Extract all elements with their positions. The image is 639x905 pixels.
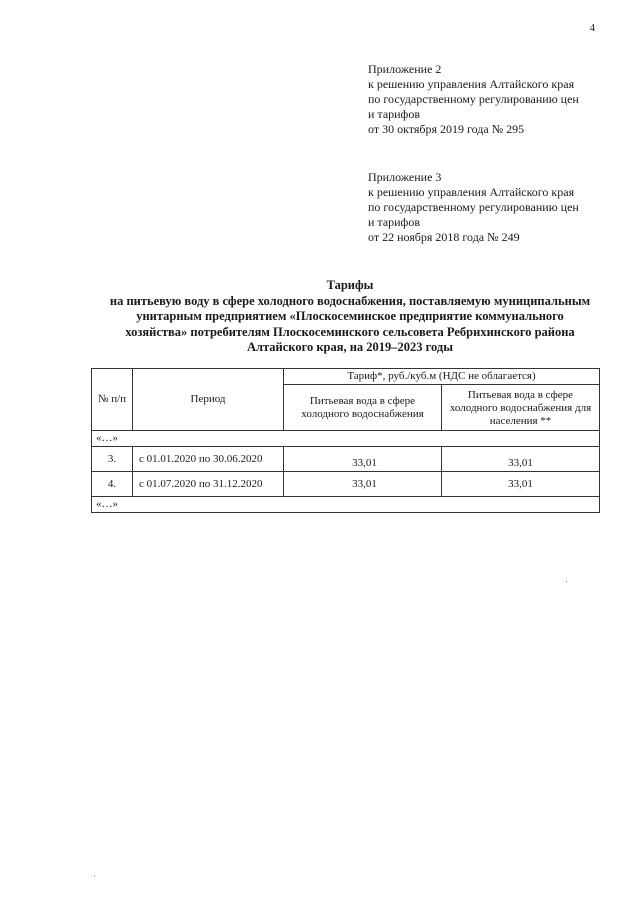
table-row-ellipsis: [92, 497, 600, 513]
appendix-3-line: по государственному регулированию цен: [368, 200, 579, 214]
row-number: 4.: [92, 472, 133, 497]
title-line: Алтайского края, на 2019–2023 годы: [246, 340, 454, 354]
ellipsis-marker: «…»: [92, 431, 600, 447]
column-header-water-population: Питьевая вода в сфере холодного водоснабжения для населения **: [442, 385, 600, 431]
value-text: 33,01: [352, 477, 377, 490]
appendix-2-line: Приложение 2: [368, 62, 442, 76]
table-row-ellipsis: [92, 431, 600, 447]
appendix-2-line: и тарифов: [368, 107, 421, 121]
column-header-number: № п/п: [92, 369, 133, 431]
scan-speck: [94, 876, 95, 877]
row-value-population: [442, 472, 600, 497]
appendix-2-block: [368, 62, 579, 137]
value-text: 33,01: [352, 456, 377, 469]
document-title: [60, 278, 639, 356]
appendix-2-line: к решению управления Алтайского края: [368, 77, 575, 91]
column-header-water: Питьевая вода в сфере холодного водоснабжения: [284, 385, 442, 431]
title-line: на питьевую воду в сфере холодного водоснабжения, поставляемую муниципальным: [109, 293, 591, 308]
title-line: хозяйства» потребителям Плоскосеминского сельсовета Ребрихинского района: [125, 324, 575, 339]
page-number: 4: [589, 22, 595, 34]
appendix-3-line: к решению управления Алтайского края: [368, 185, 575, 199]
column-header-period: Период: [133, 369, 284, 431]
value-text: 33,01: [508, 456, 533, 469]
appendix-2-line: от 30 октября 2019 года № 295: [368, 122, 525, 136]
tariff-table: [91, 368, 600, 513]
row-value-population: [442, 447, 600, 472]
scan-speck: [566, 581, 567, 582]
table-header-row: [92, 369, 600, 385]
value-text: 33,01: [508, 477, 533, 490]
title-line: унитарным предприятием «Плоскосеминское предприятие коммунального: [136, 309, 564, 323]
row-value-water: [284, 472, 442, 497]
row-period: с 01.01.2020 по 30.06.2020: [133, 447, 284, 472]
appendix-2-line: по государственному регулированию цен: [368, 92, 579, 106]
title-line: Тарифы: [326, 278, 374, 292]
row-period: с 01.07.2020 по 31.12.2020: [133, 472, 284, 497]
table-row: [92, 472, 600, 497]
column-header-tariff: Тариф*, руб./куб.м (НДС не облагается): [284, 369, 600, 385]
appendix-3-line: Приложение 3: [368, 170, 442, 184]
appendix-3-block: [368, 170, 579, 245]
row-value-water: [284, 447, 442, 472]
table-row: [92, 447, 600, 472]
appendix-3-line: от 22 ноября 2018 года № 249: [368, 230, 520, 244]
appendix-3-line: и тарифов: [368, 215, 421, 229]
ellipsis-marker: «…»: [92, 497, 600, 513]
row-number: 3.: [92, 447, 133, 472]
